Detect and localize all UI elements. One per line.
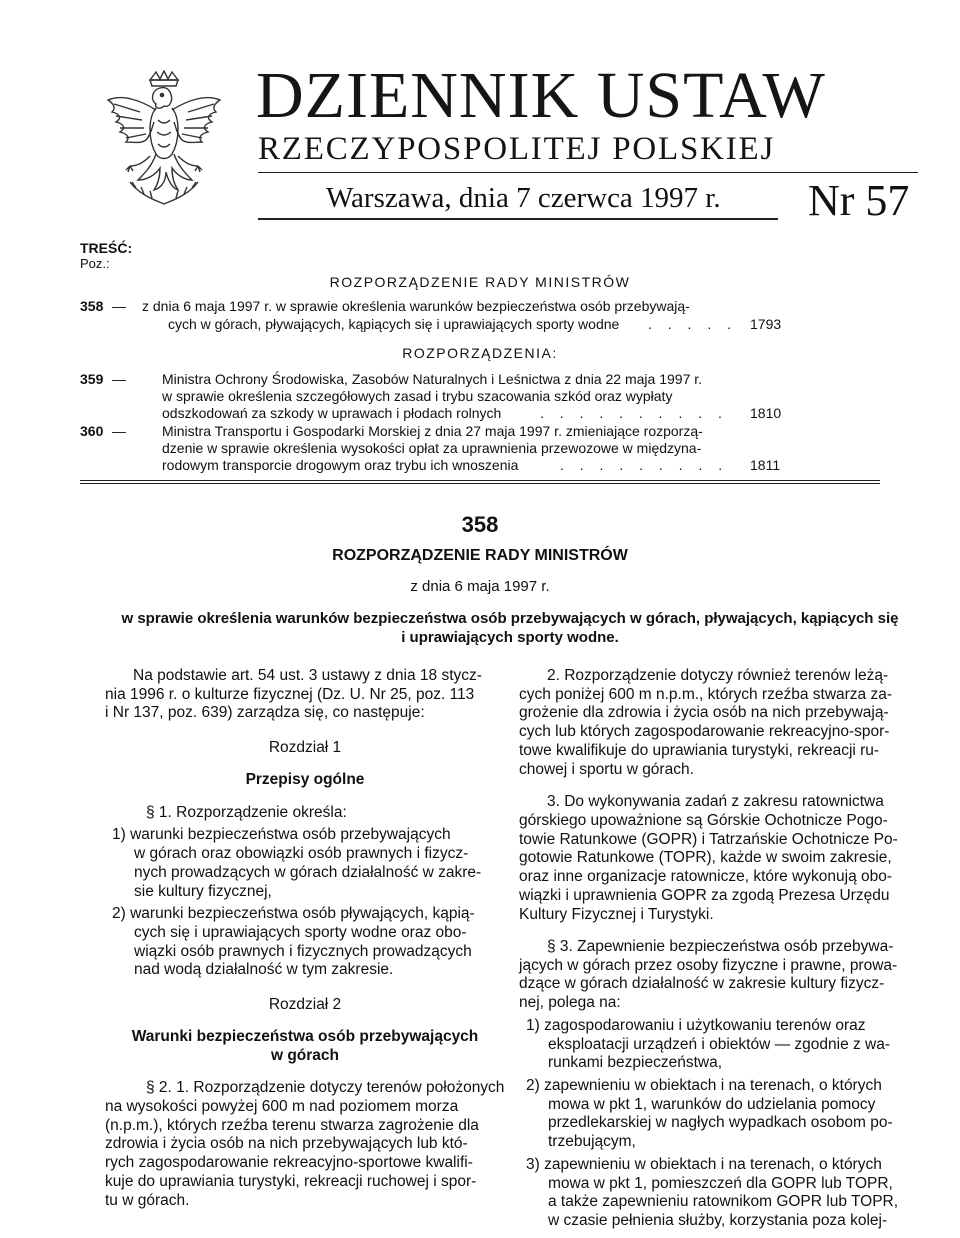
toc-leader-dots: . . . . . . . . . . xyxy=(540,405,728,421)
paragraph-line: kuje do uprawiania turystyki, rekreacji ruchowej i spor- xyxy=(105,1172,477,1190)
list-item-line: trzebującym, xyxy=(548,1133,636,1151)
toc-entry-line: Ministra Transportu i Gospodarki Morskiej z dnia 27 maja 1997 r. zmieniające rozporzą- xyxy=(162,423,703,439)
list-item-line: 3) zapewnieniu w obiektach i na terenach, o których xyxy=(526,1155,882,1173)
list-item-line: sie kultury fizycznej, xyxy=(134,882,272,900)
right-column xyxy=(480,0,960,1238)
chapter-heading: Rozdział 2 xyxy=(268,995,342,1013)
contents-section-council: ROZPORZĄDZENIE RADY MINISTRÓW xyxy=(329,274,631,290)
list-item-line: nad wodą działalność w tym zakresie. xyxy=(134,961,394,979)
list-item-line: 1) warunki bezpieczeństwa osób przebywających xyxy=(112,826,451,844)
paragraph-line: Kultury Fizycznej i Turystyki. xyxy=(519,905,714,923)
list-item-line: nych prowadzących w górach działalność w zakre- xyxy=(134,863,482,881)
paragraph-line: grożenie dla zdrowia i życia osób na nich przebywają- xyxy=(519,704,889,722)
toc-entry-dash: — xyxy=(112,371,126,387)
paragraph-line: zdrowia i życia osób na nich przebywających lub któ- xyxy=(105,1135,468,1153)
toc-leader-dots: . . . . . xyxy=(648,316,738,332)
chapter-title: w górach xyxy=(270,1046,340,1064)
toc-entry-line: Ministra Ochrony Środowiska, Zasobów Naturalnych i Leśnictwa z dnia 22 maja 1997 r. xyxy=(162,371,703,387)
paragraph-line: § 3. Zapewnienie bezpieczeństwa osób przebywa- xyxy=(547,937,894,955)
toc-entry-number: 358 xyxy=(80,298,104,314)
list-item-line: 1) zagospodarowaniu i użytkowaniu terenów oraz xyxy=(526,1016,866,1034)
chapter-title: Warunki bezpieczeństwa osób przebywających xyxy=(131,1028,479,1046)
toc-page-number: 1810 xyxy=(750,405,782,421)
paragraph-line: cych poniżej 600 m n.p.m., których rzeźba stwarza za- xyxy=(519,685,893,703)
contents-heading: TREŚĆ: xyxy=(80,240,133,256)
act-subject-line: i uprawiających sporty wodne. xyxy=(401,629,619,646)
chapter-title: Przepisy ogólne xyxy=(245,771,365,789)
paragraph-line: towe kwalifikuje do uprawiania turystyki, rekreacji ru- xyxy=(519,741,880,759)
list-item-line: przedlekarskiej w nagłych wypadkach osobom po- xyxy=(548,1114,893,1132)
list-item-line: wiązki osób prawnych i fizycznych prowadzących xyxy=(134,942,472,960)
paragraph-line: rych zagospodarowanie rekreacyjno-sportowe kwalifi- xyxy=(105,1154,473,1172)
gazette-title: DZIENNIK USTAW xyxy=(256,59,826,132)
act-type: ROZPORZĄDZENIE RADY MINISTRÓW xyxy=(332,547,628,564)
paragraph-line: oraz inne organizacje ratownicze, które wykonują obo- xyxy=(519,868,893,886)
list-item-line: eksploatacji urządzeń i obiektów — zgodnie z wa- xyxy=(548,1035,891,1053)
paragraph-line: § 2. 1. Rozporządzenie dotyczy terenów położonych xyxy=(146,1079,505,1097)
paragraph-line: wiązki i uprawnienia GOPR za zgodą Prezesa Urzędu xyxy=(519,886,890,904)
paragraph-line: nej, polega na: xyxy=(519,994,621,1012)
paragraph-line: dzące w górach działalność w zakresie kultury fizycz- xyxy=(519,975,885,993)
paragraph-line: chowej i sportu w górach. xyxy=(519,760,694,778)
paragraph-line: cych lub których zagospodarowanie rekreacyjno-spor- xyxy=(519,723,890,741)
act-date: z dnia 6 maja 1997 r. xyxy=(410,578,550,595)
list-item-line: w górach oraz obowiązki osób prawnych i fizycz- xyxy=(134,845,469,863)
toc-entry-line: rodowym transporcie drogowym oraz trybu ich wnoszenia xyxy=(162,457,519,473)
toc-entry-line: w sprawie określenia szczegółowych zasad i trybu szacowania szkód oraz wypłaty xyxy=(162,388,673,404)
toc-page-number: 1811 xyxy=(750,457,781,473)
list-item-line: a także zapewnieniu ratownikom GOPR lub TOPR, xyxy=(548,1193,899,1211)
issue-number: Nr 57 xyxy=(808,176,910,225)
paragraph-line: i Nr 137, poz. 639) zarządza się, co następuje: xyxy=(105,704,425,722)
paragraph-line: jących w górach przez osoby fizyczne i prawne, prowa- xyxy=(519,956,898,974)
paragraph-line: górskiego upoważnione są Górskie Ochotnicze Pogo- xyxy=(519,811,888,829)
list-item-line: cych się i uprawiających sporty wodne oraz obo- xyxy=(134,923,467,941)
paragraph-line: 2. Rozporządzenie dotyczy również terenów leżą- xyxy=(547,667,889,684)
paragraph-line: § 1. Rozporządzenie określa: xyxy=(146,803,347,821)
toc-leader-dots: . . . . . . . . . xyxy=(560,457,729,473)
toc-entry-line: odszkodowań za szkody w uprawach i płodach rolnych xyxy=(162,405,502,421)
list-item-line: 2) warunki bezpieczeństwa osób pływających, kąpią- xyxy=(112,905,475,923)
toc-entry-number: 360 xyxy=(80,423,104,439)
paragraph-line: (n.p.m.), których rzeźba terenu stwarza zagrożenie dla xyxy=(105,1116,479,1134)
paragraph-line: na wysokości powyżej 600 m nad poziomem morza xyxy=(105,1098,459,1115)
paragraph-line: Na podstawie art. 54 ust. 3 ustawy z dnia 18 stycz- xyxy=(133,667,482,684)
toc-entry-dash: — xyxy=(112,423,126,439)
paragraph-line: towie Ratunkowe (GOPR) i Tatrzańskie Ochotnicze Po- xyxy=(519,830,898,848)
paragraph-line: 3. Do wykonywania zadań z zakresu ratownictwa xyxy=(547,793,884,811)
act-number: 358 xyxy=(461,512,499,537)
toc-entry-number: 359 xyxy=(80,371,104,387)
paragraph-line: tu w górach. xyxy=(105,1191,190,1209)
toc-entry-dash: — xyxy=(112,298,126,314)
chapter-heading: Rozdział 1 xyxy=(268,738,342,756)
toc-page-number: 1793 xyxy=(750,316,782,332)
act-subject-line: w sprawie określenia warunków bezpieczeństwa osób przebywających w górach, pływających, kąpiących się xyxy=(121,610,899,627)
contents-section-ministers: ROZPORZĄDZENIA: xyxy=(402,345,558,361)
paragraph-line: gotowie Ratunkowe (TOPR), każde w swoim zakresie, xyxy=(519,849,892,867)
gazette-subtitle: RZECZYPOSPOLITEJ POLSKIEJ xyxy=(258,131,776,167)
list-item-line: runkami bezpieczeństwa, xyxy=(548,1054,723,1072)
list-item-line: w czasie pełnienia służby, korzystania poza kolej- xyxy=(548,1212,888,1229)
toc-entry-line: dzenie w sprawie określenia wysokości opłat za uprawnienia przewozowe w międzyna- xyxy=(162,440,702,456)
list-item-line: mowa w pkt 1, warunków do udzielania pomocy xyxy=(548,1095,876,1113)
paragraph-line: nia 1996 r. o kulturze fizycznej (Dz. U. Nr 25, poz. 113 xyxy=(105,685,475,703)
toc-entry-line: cych w górach, pływających, kąpiących się i uprawiających sporty wodne xyxy=(168,316,620,332)
toc-entry-line: z dnia 6 maja 1997 r. w sprawie określenia warunków bezpieczeństwa osób przebywają- xyxy=(142,298,690,314)
contents-poz-label: Poz.: xyxy=(80,256,110,271)
list-item-line: mowa w pkt 1, pomieszczeń dla GOPR lub TOPR, xyxy=(548,1174,893,1192)
list-item-line: 2) zapewnieniu w obiektach i na terenach, o których xyxy=(526,1076,882,1094)
issue-date: Warszawa, dnia 7 czerwca 1997 r. xyxy=(326,182,721,214)
